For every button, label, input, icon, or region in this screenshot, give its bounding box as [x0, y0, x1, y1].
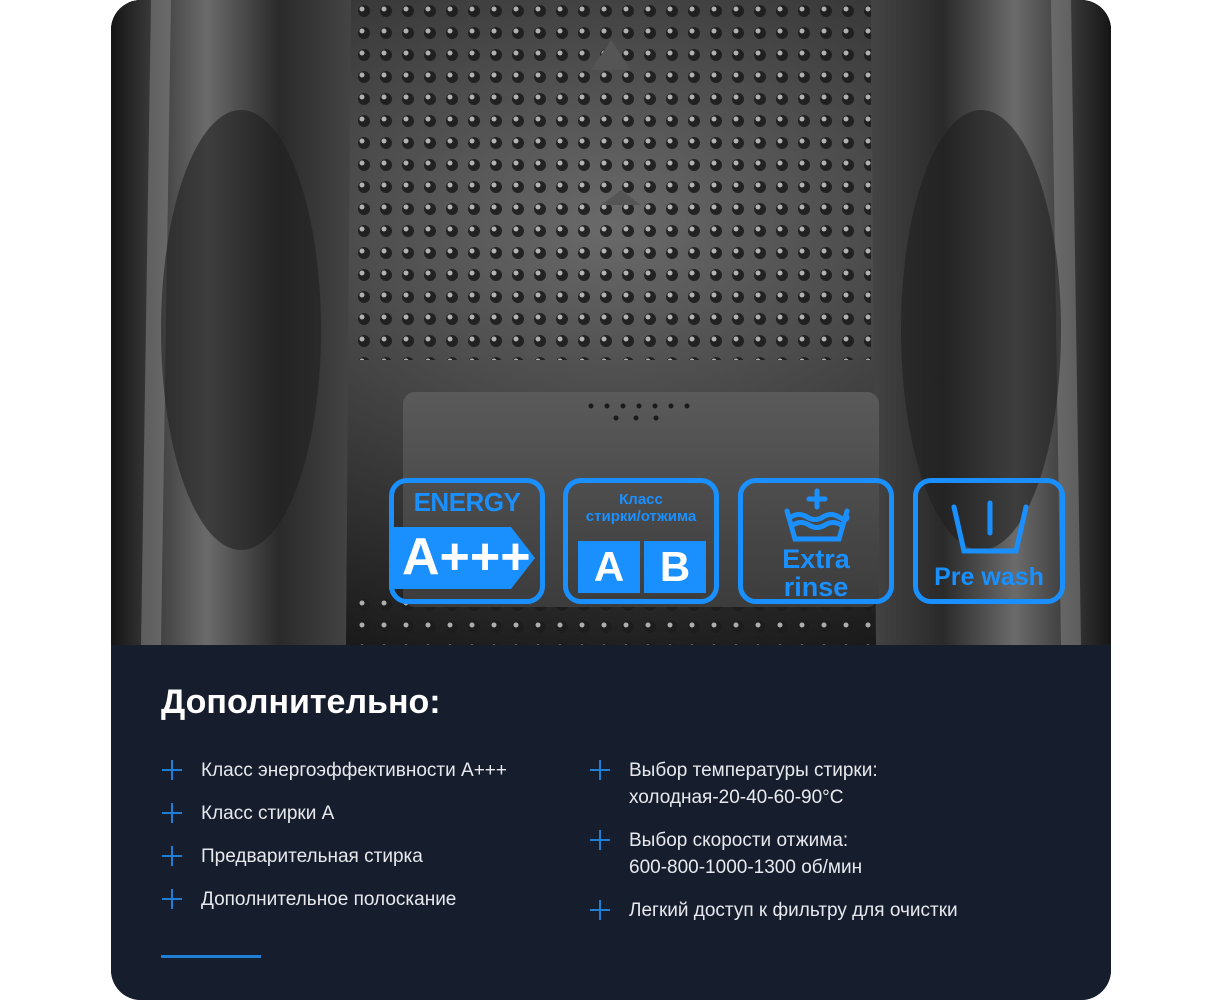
plus-icon — [161, 845, 183, 867]
extra-rinse-label — [743, 545, 889, 601]
list-item — [589, 757, 958, 811]
plus-icon — [161, 802, 183, 824]
extra-rinse-line1: Extra — [782, 544, 850, 574]
panel-heading: Дополнительно: — [161, 683, 441, 721]
feature-badges — [111, 0, 1111, 645]
plus-icon — [161, 759, 183, 781]
list-item-line2: 600-800-1000-1300 об/мин — [629, 857, 863, 878]
spin-grade-box: B — [644, 541, 706, 593]
pre-wash-label: Pre wash — [934, 563, 1044, 591]
list-item-text: Предварительная стирка — [201, 846, 423, 867]
basin-one-icon — [950, 497, 1030, 557]
list-item — [161, 843, 507, 870]
product-card — [111, 0, 1111, 1000]
list-item-line1: Выбор скорости отжима: — [629, 830, 849, 851]
list-item-line1: Выбор температуры стирки: — [629, 760, 878, 781]
list-item-text: Класс стирки A — [201, 803, 335, 824]
features-list-left — [161, 757, 507, 929]
extra-rinse-badge — [738, 478, 894, 604]
list-item — [161, 886, 507, 913]
plus-icon — [589, 759, 611, 781]
wash-grade-box: A — [578, 541, 640, 593]
extra-rinse-line2: rinse — [783, 572, 849, 602]
wash-class-title — [568, 491, 714, 525]
list-item-text: Дополнительное полоскание — [201, 889, 457, 910]
drum-photo — [111, 0, 1111, 645]
pre-wash-badge — [913, 478, 1065, 604]
energy-title: ENERGY — [413, 487, 521, 517]
features-list-right — [589, 757, 958, 940]
plus-icon — [589, 829, 611, 851]
plus-icon — [589, 899, 611, 921]
list-item — [589, 827, 958, 881]
wash-class-title-line1: Класс — [619, 491, 663, 508]
list-item — [589, 897, 958, 924]
features-panel — [111, 645, 1111, 1000]
plus-icon — [161, 888, 183, 910]
wash-class-title-line2: стирки/отжима — [585, 508, 697, 525]
list-item — [161, 800, 507, 827]
list-item-line2: холодная-20-40-60-90°C — [629, 787, 844, 808]
list-item-line1: Легкий доступ к фильтру для очистки — [629, 900, 958, 921]
wash-class-badge — [563, 478, 719, 604]
accent-divider — [161, 955, 261, 958]
energy-grade: A+++ — [402, 528, 531, 586]
list-item-text: Класс энергоэффективности A+++ — [201, 760, 507, 781]
list-item — [161, 757, 507, 784]
energy-class-badge — [389, 478, 545, 604]
basin-plus-icon — [781, 487, 853, 543]
